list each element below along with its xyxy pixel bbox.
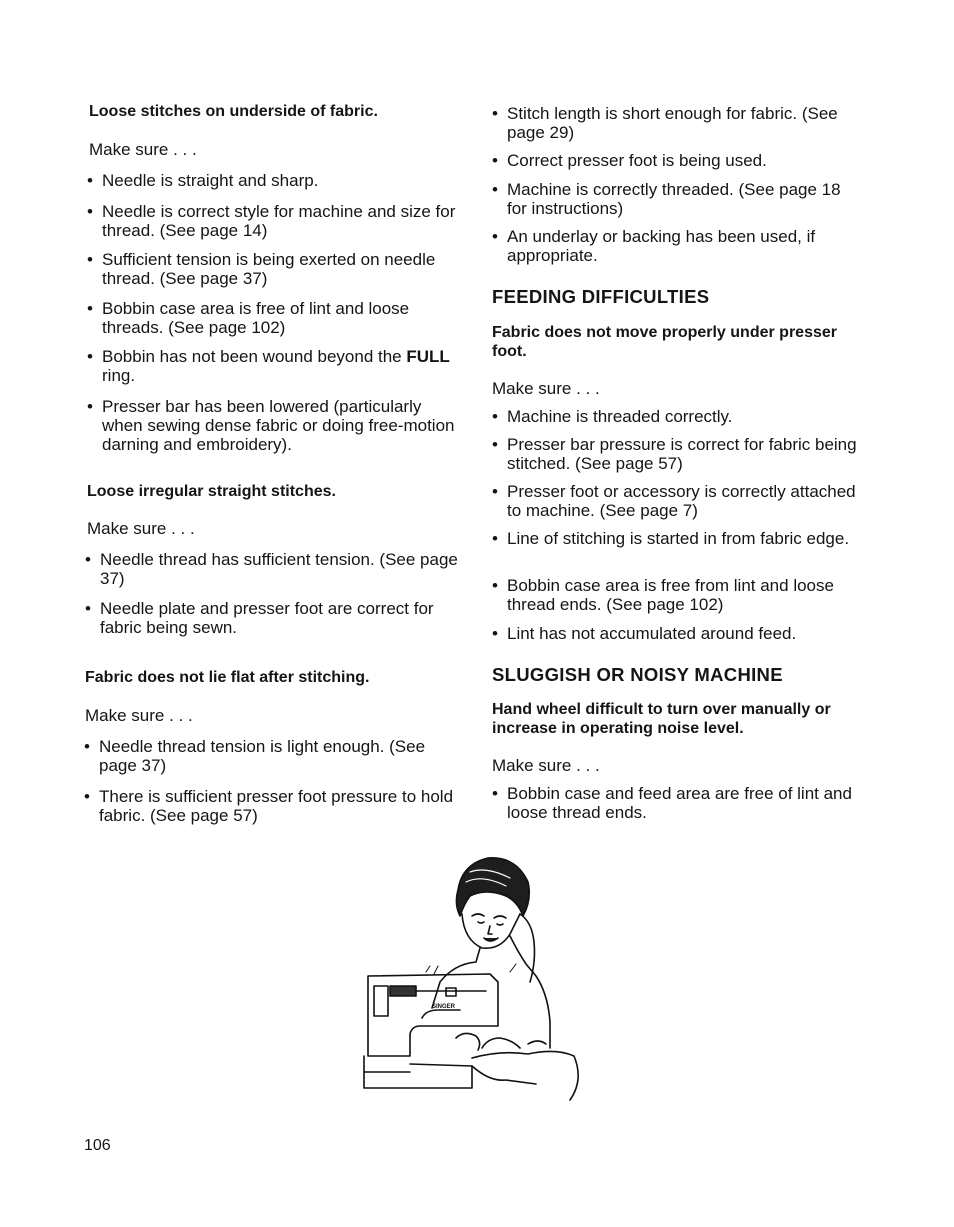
sewing-woman-illustration xyxy=(360,852,590,1113)
list-item: • Presser foot or accessory is correctly attached to machine. (See page 7) xyxy=(492,482,865,520)
machine-brand-label: SINGER xyxy=(432,1004,456,1010)
list-item: • Bobbin case and feed area are free of lint and loose thread ends. xyxy=(492,784,865,822)
section-heading-fabric-not-move: Fabric does not move properly under presser foot. xyxy=(492,324,837,360)
list-item: • Needle is straight and sharp. xyxy=(87,171,462,190)
list-item: • Bobbin case area is free from lint and loose thread ends. (See page 102) xyxy=(492,576,865,614)
section-heading-fabric-not-flat: Fabric does not lie flat after stitching. xyxy=(85,669,370,686)
list-item xyxy=(87,347,462,385)
list-item: • Sufficient tension is being exerted on needle thread. (See page 37) xyxy=(87,250,462,288)
list-item: • An underlay or backing has been used, if appropriate. xyxy=(492,227,865,265)
list-item: • Stitch length is short enough for fabric. (See page 29) xyxy=(492,104,865,142)
full-ring-label: FULL xyxy=(406,347,450,366)
sewing-machine-drawing xyxy=(360,852,590,1108)
list-item: • There is sufficient presser foot pressure to hold fabric. (See page 57) xyxy=(84,787,459,825)
make-sure-label: Make sure . . . xyxy=(89,140,197,159)
section-title-feeding: FEEDING DIFFICULTIES xyxy=(492,286,710,307)
list-item: • Lint has not accumulated around feed. xyxy=(492,624,865,643)
section-heading-loose-irregular: Loose irregular straight stitches. xyxy=(87,483,336,500)
list-item: • Bobbin case area is free of lint and loose threads. (See page 102) xyxy=(87,299,462,337)
page-number: 106 xyxy=(84,1137,111,1154)
list-item: • Presser bar pressure is correct for fabric being stitched. (See page 57) xyxy=(492,435,865,473)
list-item: • Machine is correctly threaded. (See page 18 for instructions) xyxy=(492,180,865,218)
section-title-sluggish: SLUGGISH OR NOISY MACHINE xyxy=(492,664,783,685)
list-item: • Machine is threaded correctly. xyxy=(492,407,865,426)
make-sure-label: Make sure . . . xyxy=(492,379,600,398)
list-item: • Needle plate and presser foot are correct for fabric being sewn. xyxy=(85,599,460,637)
list-item: • Needle thread has sufficient tension. (See page 37) xyxy=(85,550,460,588)
list-item: • Correct presser foot is being used. xyxy=(492,151,865,170)
make-sure-label: Make sure . . . xyxy=(492,756,600,775)
list-item-text: Bobbin has not been wound beyond the xyxy=(102,347,402,366)
list-item: • Line of stitching is started in from fabric edge. xyxy=(492,529,865,548)
list-item: • Needle thread tension is light enough. (See page 37) xyxy=(84,737,459,775)
make-sure-label: Make sure . . . xyxy=(87,519,195,538)
list-item: • Needle is correct style for machine and size for thread. (See page 14) xyxy=(87,202,462,240)
list-item-text: ring. xyxy=(102,366,136,385)
make-sure-label: Make sure . . . xyxy=(85,706,193,725)
section-heading-hand-wheel: Hand wheel difficult to turn over manually or increase in operating noise level. xyxy=(492,701,831,737)
section-heading-loose-underside: Loose stitches on underside of fabric. xyxy=(89,103,378,120)
list-item: • Presser bar has been lowered (particularly when sewing dense fabric or doing free-motion darning and embroidery). xyxy=(87,397,462,454)
